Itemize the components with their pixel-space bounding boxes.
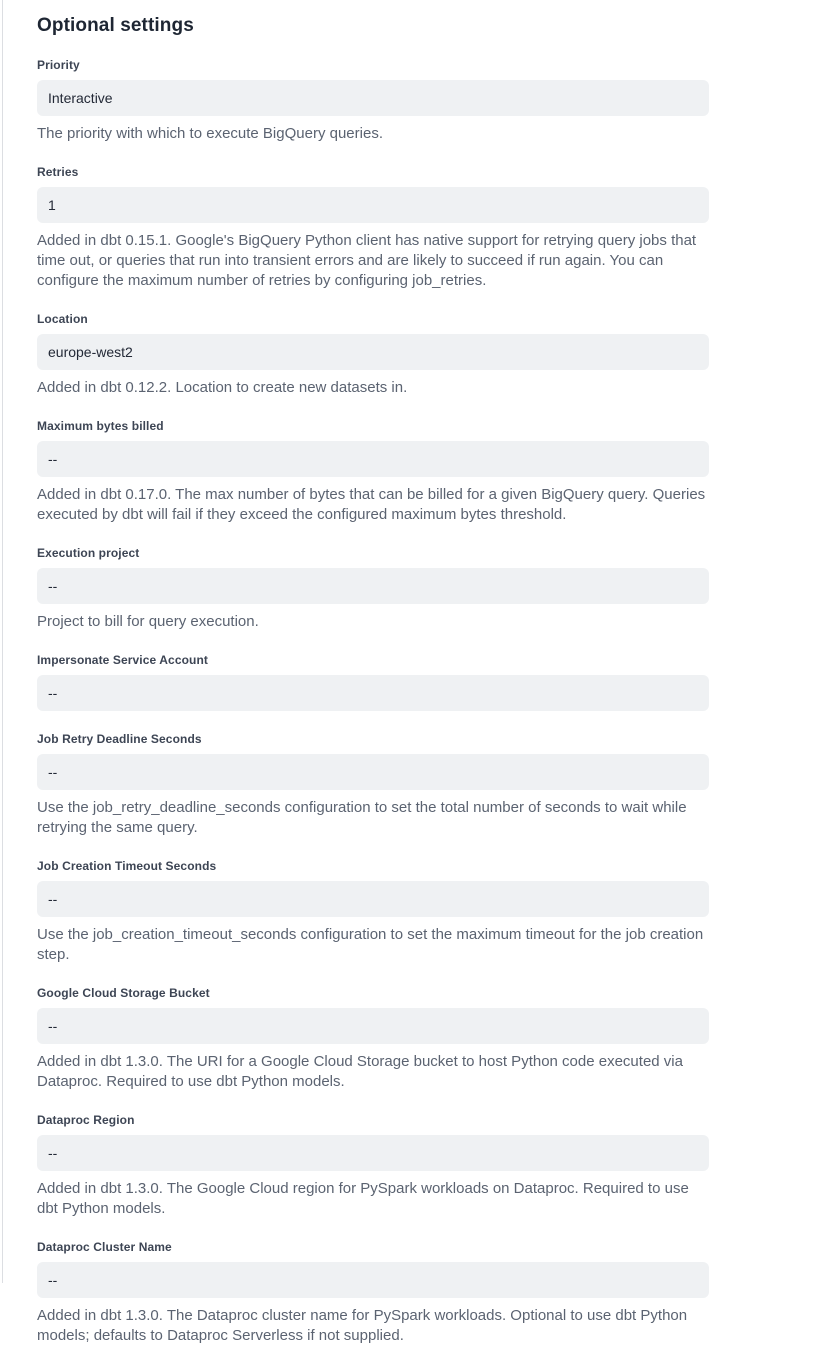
field-help-text: Use the job_retry_deadline_seconds configuration to set the total number of seconds to wait while retrying the same query. [37, 799, 687, 836]
field-label: Priority [37, 58, 80, 72]
field-label: Dataproc Cluster Name [37, 1240, 172, 1254]
field-input[interactable]: -- [37, 675, 709, 711]
field-label: Job Creation Timeout Seconds [37, 859, 217, 873]
field-input[interactable]: -- [37, 1008, 709, 1044]
form-field [37, 1240, 709, 1346]
field-label: Location [37, 312, 88, 326]
field-help-text: Use the job_creation_timeout_seconds configuration to set the maximum timeout for the job creation step. [37, 926, 704, 963]
form-field [37, 986, 709, 1092]
form-field [37, 653, 709, 711]
field-label: Job Retry Deadline Seconds [37, 732, 202, 746]
field-input[interactable]: -- [37, 1262, 709, 1298]
field-help-text: Added in dbt 1.3.0. The Dataproc cluster name for PySpark workloads. Optional to use dbt Python models; defaults to Dataproc Serverless if not supplied. [37, 1307, 688, 1344]
field-label: Dataproc Region [37, 1113, 135, 1127]
field-input[interactable]: -- [37, 1135, 709, 1171]
form-field [37, 859, 709, 965]
form-field [37, 1113, 709, 1219]
optional-settings-section [37, 15, 709, 1367]
field-label: Impersonate Service Account [37, 653, 208, 667]
field-input[interactable]: -- [37, 441, 709, 477]
field-help-text: Added in dbt 0.12.2. Location to create new datasets in. [37, 379, 408, 396]
form-field [37, 419, 709, 525]
field-input[interactable]: 1 [37, 187, 709, 223]
field-help-text: The priority with which to execute BigQuery queries. [37, 125, 383, 142]
field-help-text: Added in dbt 0.15.1. Google's BigQuery Python client has native support for retrying query jobs that time out, or queries that run into transient errors and are likely to succeed if run again. You can configure the maximum number of retries by configuring job_retries. [37, 232, 697, 289]
section-title: Optional settings [37, 15, 194, 36]
field-input[interactable]: Interactive [37, 80, 709, 116]
field-label: Execution project [37, 546, 140, 560]
field-input[interactable]: -- [37, 881, 709, 917]
field-help-text: Added in dbt 1.3.0. The Google Cloud region for PySpark workloads on Dataproc. Required to use dbt Python models. [37, 1180, 689, 1217]
field-label: Maximum bytes billed [37, 419, 164, 433]
field-help-text: Added in dbt 0.17.0. The max number of bytes that can be billed for a given BigQuery query. Queries executed by dbt will fail if they exceed the configured maximum bytes threshold. [37, 486, 706, 523]
field-label: Retries [37, 165, 79, 179]
field-help-text: Project to bill for query execution. [37, 613, 259, 630]
field-label: Google Cloud Storage Bucket [37, 986, 210, 1000]
field-help-text: Added in dbt 1.3.0. The URI for a Google Cloud Storage bucket to host Python code executed via Dataproc. Required to use dbt Python models. [37, 1053, 683, 1090]
form-field [37, 165, 709, 291]
fields-list [37, 58, 709, 1346]
pane-divider [2, 0, 3, 1283]
field-input[interactable]: -- [37, 568, 709, 604]
form-field [37, 732, 709, 838]
field-input[interactable]: europe-west2 [37, 334, 709, 370]
form-field [37, 58, 709, 144]
field-input[interactable]: -- [37, 754, 709, 790]
form-field [37, 546, 709, 632]
form-field [37, 312, 709, 398]
